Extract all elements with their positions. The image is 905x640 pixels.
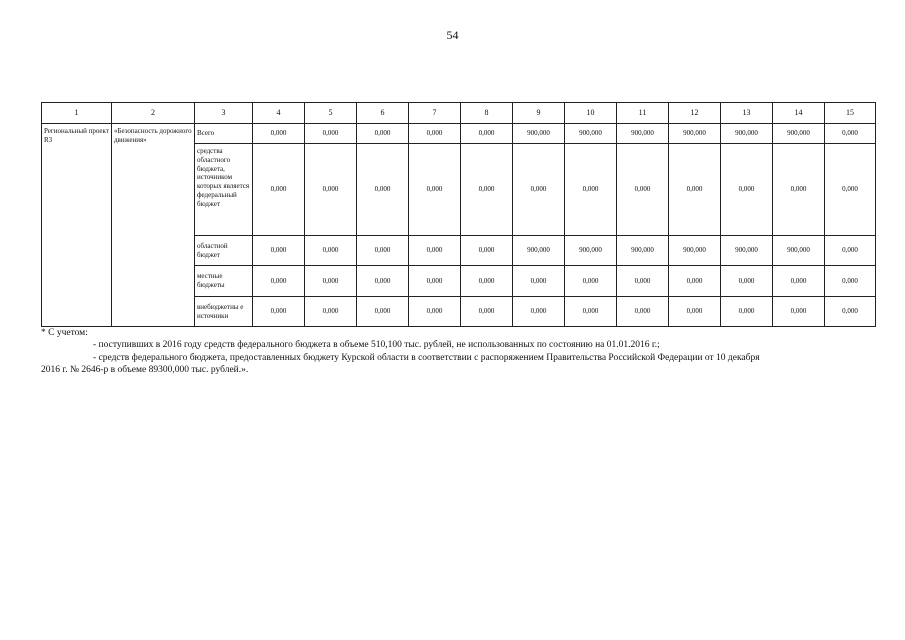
value-cell: 0,000 (669, 266, 721, 297)
value-cell: 0,000 (357, 236, 409, 266)
value-cell: 0,000 (461, 236, 513, 266)
value-cell: 0,000 (253, 236, 305, 266)
value-cell: 0,000 (253, 266, 305, 297)
column-header: 11 (617, 103, 669, 124)
source-cell: средства областного бюджета, источником которых является федеральный бюджет (195, 144, 253, 236)
project-cell: Региональный проект R3 (42, 124, 112, 327)
value-cell: 0,000 (461, 297, 513, 327)
value-cell: 0,000 (305, 266, 357, 297)
page-number: 54 (446, 28, 459, 42)
value-cell: 900,000 (773, 236, 825, 266)
value-cell: 900,000 (617, 236, 669, 266)
value-cell: 0,000 (617, 144, 669, 236)
column-header: 1 (42, 103, 112, 124)
source-cell: местные бюджеты (195, 266, 253, 297)
value-cell: 0,000 (409, 124, 461, 144)
footnote-heading: * С учетом: (41, 328, 88, 338)
value-cell: 0,000 (305, 297, 357, 327)
value-cell: 0,000 (461, 144, 513, 236)
value-cell: 0,000 (669, 297, 721, 327)
value-cell: 0,000 (617, 266, 669, 297)
value-cell: 0,000 (409, 266, 461, 297)
value-cell: 0,000 (825, 266, 876, 297)
column-header: 10 (565, 103, 617, 124)
value-cell: 0,000 (565, 144, 617, 236)
column-header: 6 (357, 103, 409, 124)
value-cell: 0,000 (513, 144, 565, 236)
value-cell: 0,000 (565, 297, 617, 327)
value-cell: 0,000 (773, 266, 825, 297)
value-cell: 0,000 (409, 297, 461, 327)
column-header: 2 (112, 103, 195, 124)
value-cell: 0,000 (721, 266, 773, 297)
column-header: 7 (409, 103, 461, 124)
value-cell: 0,000 (357, 124, 409, 144)
value-cell: 0,000 (253, 144, 305, 236)
value-cell: 0,000 (357, 266, 409, 297)
budget-table (41, 102, 876, 327)
value-cell: 0,000 (825, 124, 876, 144)
footnote-line-2: - средств федерального бюджета, предоставленных бюджету Курской области в соответствии с распоряжением Правительства Российской Федерации от 10 декабря (93, 352, 760, 363)
source-cell: областной бюджет (195, 236, 253, 266)
value-cell: 900,000 (721, 236, 773, 266)
column-header: 5 (305, 103, 357, 124)
value-cell: 0,000 (253, 297, 305, 327)
value-cell: 900,000 (565, 236, 617, 266)
footnote-line-1: - поступивших в 2016 году средств федерального бюджета в объеме 510,100 тыс. рублей, не использованных по состоянию на 01.01.2016 г.; (93, 340, 660, 351)
table-row (42, 124, 876, 144)
value-cell: 900,000 (669, 124, 721, 144)
value-cell: 0,000 (721, 144, 773, 236)
value-cell: 900,000 (617, 124, 669, 144)
column-header: 15 (825, 103, 876, 124)
column-header: 9 (513, 103, 565, 124)
value-cell: 0,000 (773, 297, 825, 327)
value-cell: 900,000 (565, 124, 617, 144)
value-cell: 0,000 (721, 297, 773, 327)
source-cell: Всего (195, 124, 253, 144)
value-cell: 0,000 (565, 266, 617, 297)
value-cell: 0,000 (513, 297, 565, 327)
value-cell: 0,000 (617, 297, 669, 327)
value-cell: 0,000 (825, 144, 876, 236)
value-cell: 0,000 (305, 236, 357, 266)
value-cell: 0,000 (825, 297, 876, 327)
value-cell: 900,000 (721, 124, 773, 144)
footnote (41, 327, 851, 376)
value-cell: 900,000 (669, 236, 721, 266)
value-cell: 0,000 (357, 297, 409, 327)
value-cell: 900,000 (513, 124, 565, 144)
value-cell: 900,000 (513, 236, 565, 266)
value-cell: 0,000 (305, 124, 357, 144)
value-cell: 0,000 (461, 266, 513, 297)
value-cell: 0,000 (409, 144, 461, 236)
value-cell: 900,000 (773, 124, 825, 144)
table-header-row (42, 103, 876, 124)
column-header: 13 (721, 103, 773, 124)
value-cell: 0,000 (825, 236, 876, 266)
source-cell: внебюджетны е источники (195, 297, 253, 327)
value-cell: 0,000 (513, 266, 565, 297)
footnote-line-3: 2016 г. № 2646-р в объеме 89300,000 тыс. рублей.». (41, 365, 249, 376)
column-header: 14 (773, 103, 825, 124)
value-cell: 0,000 (357, 144, 409, 236)
value-cell: 0,000 (253, 124, 305, 144)
column-header: 4 (253, 103, 305, 124)
program-cell: «Безопасность дорожного движения» (112, 124, 195, 327)
value-cell: 0,000 (409, 236, 461, 266)
value-cell: 0,000 (461, 124, 513, 144)
column-header: 3 (195, 103, 253, 124)
value-cell: 0,000 (773, 144, 825, 236)
column-header: 8 (461, 103, 513, 124)
column-header: 12 (669, 103, 721, 124)
value-cell: 0,000 (305, 144, 357, 236)
value-cell: 0,000 (669, 144, 721, 236)
